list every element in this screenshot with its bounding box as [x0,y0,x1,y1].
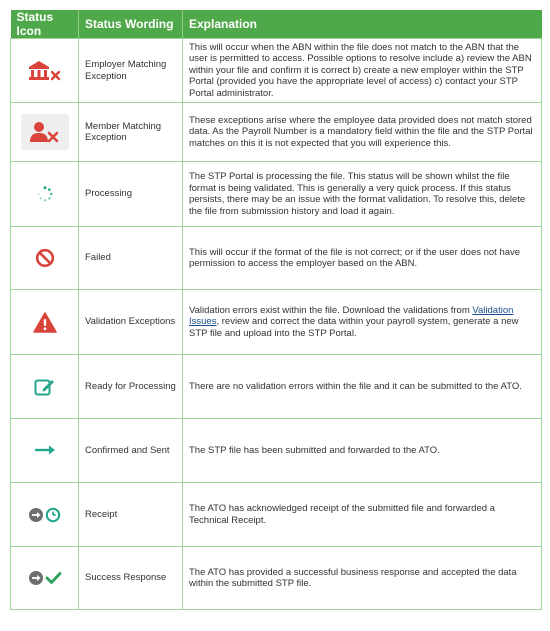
status-wording: Confirmed and Sent [79,419,183,483]
table-row [11,162,542,227]
arrow-clock-icon [28,507,62,523]
status-table-container [10,10,541,610]
status-wording: Receipt [79,483,183,547]
table-row [11,39,542,103]
validation-issues-link[interactable]: Validation Issues [189,304,514,328]
status-icon-cell [11,162,79,227]
status-wording: Validation Exceptions [79,290,183,355]
status-icon-cell [11,419,79,483]
status-icon-cell [11,483,79,547]
status-icon-cell [11,547,79,610]
status-icon-cell [11,227,79,290]
header-status-wording: Status Wording [79,10,183,39]
status-icon-badge [21,114,69,150]
status-icon-cell [11,103,79,162]
no-entry-icon [35,248,55,268]
arrow-check-icon [28,570,62,586]
table-row [11,419,542,483]
spinner-icon [37,186,53,202]
explanation-text-after-link: , review and correct the data within your payroll system, generate a new STP file and upload into the STP Portal. [189,316,519,339]
status-wording: Success Response [79,547,183,610]
table-row [11,227,542,290]
status-explanation: The STP Portal is processing the file. This status will be shown whilst the file format is being validated. This is generally a very quick process. If this status persists, there may be an issue with the format validation. To resolve this, delete the file from submission history and load it again. [183,162,542,227]
status-explanation: This will occur when the ABN within the file does not match to the ABN that the user is permitted to access. Possible options to resolve include a) review the ABN within your file and confirm it is correct b) create a new employer within the STP Portal (provided you have the appropriate level of access) c) contact your STP Portal administrator. [183,39,542,103]
edit-icon [34,377,56,397]
table-row [11,355,542,419]
status-explanation [183,290,542,355]
status-explanation: The STP file has been submitted and forwarded to the ATO. [183,419,542,483]
bank-x-icon [28,60,62,82]
status-icon-cell [11,290,79,355]
table-row [11,290,542,355]
status-explanation: The ATO has acknowledged receipt of the submitted file and forwarded a Technical Receipt. [183,483,542,547]
table-header-row [11,10,542,39]
header-status-icon: Status Icon [11,10,79,39]
status-wording: Employer Matching Exception [79,39,183,103]
status-explanation: The ATO has provided a successful business response and accepted the data within the submitted STP file. [183,547,542,610]
status-icon-cell [11,39,79,103]
table-row [11,483,542,547]
warning-icon [33,312,57,333]
status-explanation: There are no validation errors within the file and it can be submitted to the ATO. [183,355,542,419]
table-row [11,547,542,610]
status-wording: Member Matching Exception [79,103,183,162]
status-explanation: These exceptions arise where the employee data provided does not match stored data. As the Payroll Number is a mandatory field within the file and the STP Portal matches on this it is not expected that you will experience this. [183,103,542,162]
status-explanation: This will occur if the format of the file is not correct; or if the user does not have permission to access the employer based on the ABN. [183,227,542,290]
user-x-icon [30,121,60,143]
table-row [11,103,542,162]
status-icon-cell [11,355,79,419]
status-table [10,10,542,610]
explanation-text-before-link: Validation errors exist within the file. Download the validations from [189,304,473,316]
status-wording: Processing [79,162,183,227]
arrow-right-icon [34,444,56,456]
header-explanation: Explanation [183,10,542,39]
status-wording: Ready for Processing [79,355,183,419]
status-wording: Failed [79,227,183,290]
